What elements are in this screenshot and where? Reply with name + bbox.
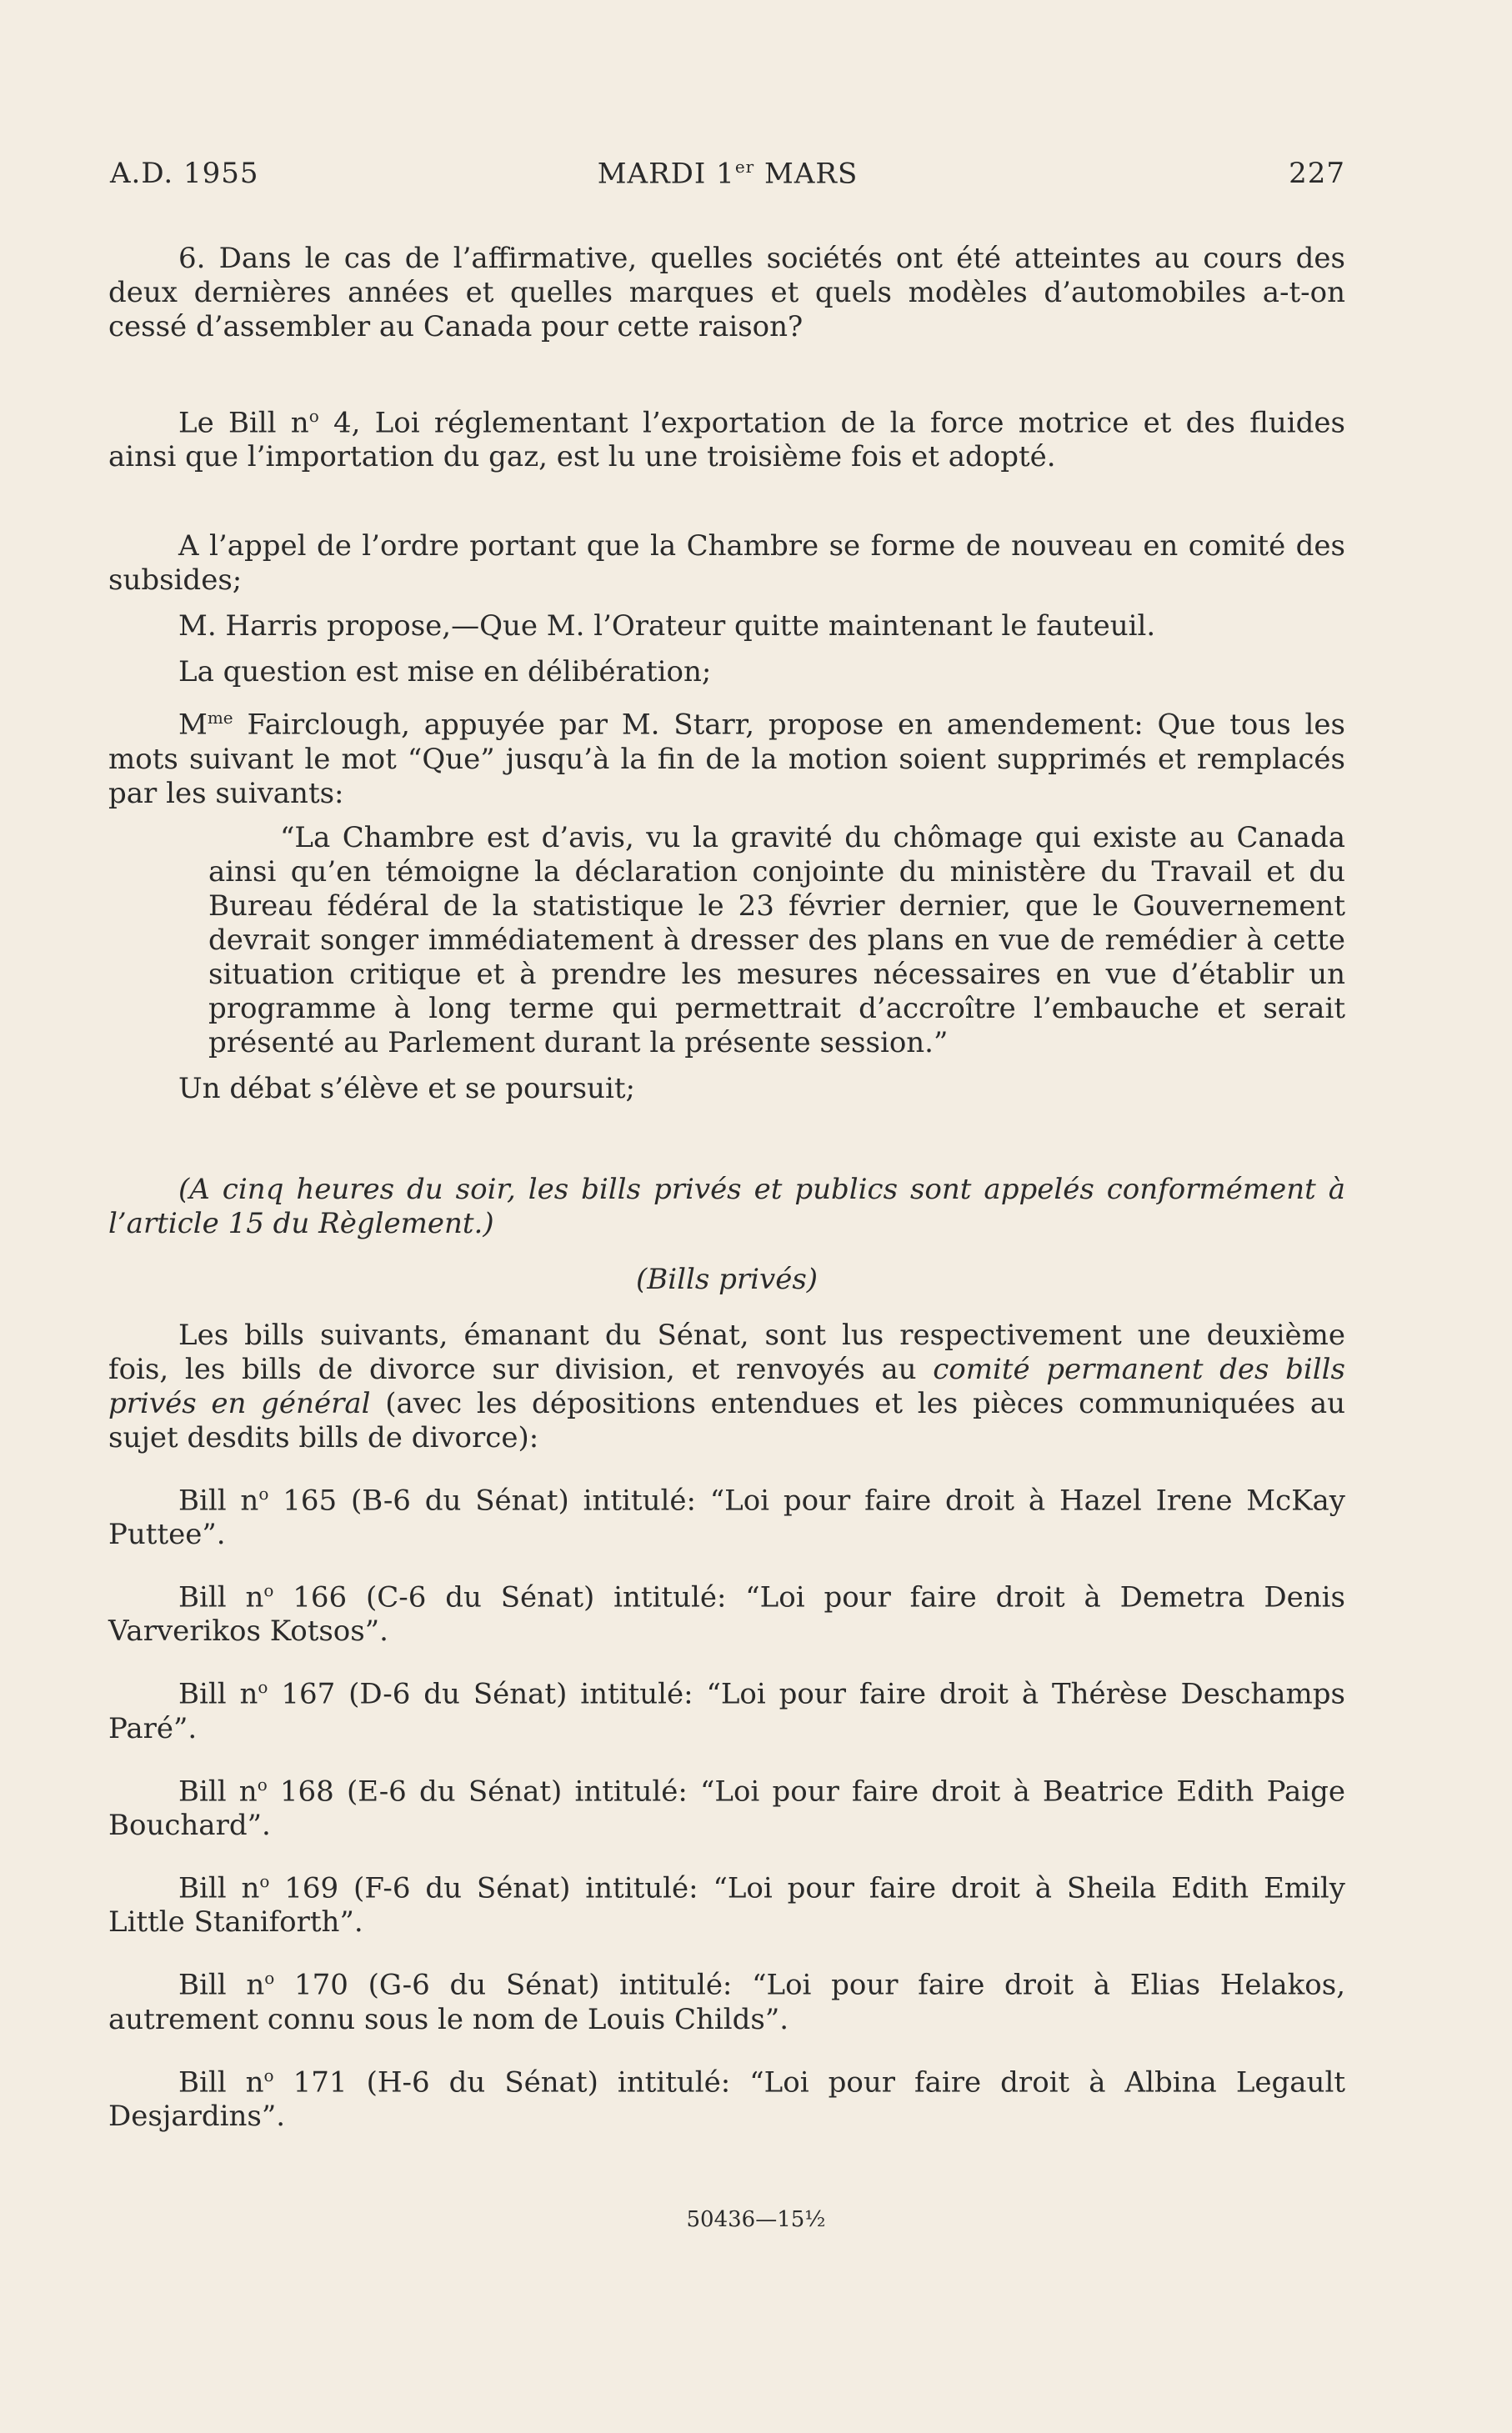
bill-sup: o [263, 2065, 274, 2085]
bill-sup: o [258, 1483, 269, 1504]
fairclough-amendment [108, 701, 1345, 810]
bill-entry [108, 1670, 1345, 1745]
bill-sup: o [258, 1677, 268, 1698]
bill-prefix: Bill n [178, 1580, 264, 1614]
committee-name: comité permanent des bills privés en général [108, 1352, 1345, 1420]
harris-motion: M. Harris propose,—Que M. l’Orateur quitte maintenant le fauteuil. [178, 609, 1156, 643]
bill-entry [108, 1477, 1345, 1552]
bill-4-pre: Le Bill n [178, 406, 309, 440]
bill-entry [108, 2059, 1345, 2134]
header-date-month: MARS [754, 157, 859, 191]
private-bills-heading: (Bills privés) [635, 1262, 819, 1296]
bill-sup: o [259, 1870, 270, 1891]
bill-sup: o [263, 1579, 274, 1600]
question-6: 6. Dans le cas de l’affirmative, quelles sociétés ont été atteintes au cours des deux dernières années et quelles marques et quels modèles d’automobiles a-t-on cessé d’assembler au Canada pour cette raison? [108, 242, 1345, 343]
printer-signature: 50436—15½ [686, 2207, 826, 2232]
senate-bills-intro-c: (avec les dépositions entendues et les pièces communiquées au sujet desdits bills de divorce): [108, 1386, 1346, 1454]
amendment-quote: “La Chambre est d’avis, vu la gravité du chômage qui existe au Canada ainsi qu’en témoigne la déclaration conjointe du ministère du Travail et du Bureau fédéral de la statistique le 23 février dernier, que le Gouvernement devrait songer immédiatement à dresser des plans en vue de remédier à cette situation critique et à prendre les mesures nécessaires en vue d’établir un programme à long terme qui permettrait d’accroître l’embauche et serait présenté au Parlement durant la présente session.” [208, 820, 1345, 1059]
header-date [110, 157, 1345, 190]
bill-entry [108, 1574, 1345, 1649]
bill-sup: o [264, 1968, 275, 1989]
bill-entry [108, 1865, 1345, 1940]
bill-prefix: Bill n [178, 1483, 259, 1517]
bill-text: 166 (C-6 du Sénat) intitulé: “Loi pour faire droit à Demetra Denis Varverikos Kotsos”. [108, 1580, 1346, 1649]
senate-bills-intro-a: Les bills suivants, émanant du Sénat, sont lus respectivement une deuxième fois, les bills de divorce sur division, et renvoyés au [108, 1318, 1345, 1386]
running-header [110, 157, 1345, 198]
order-call-paragraph: A l’appel de l’ordre portant que la Chambre se forme de nouveau en comité des subsides; [108, 529, 1345, 598]
bill-text: 171 (H-6 du Sénat) intitulé: “Loi pour faire droit à Albina Legault Desjardins”. [108, 2065, 1345, 2133]
bill-4-paragraph [108, 399, 1345, 474]
bill-prefix: Bill n [178, 2065, 264, 2099]
bill-entry [108, 1961, 1345, 2036]
question-put: La question est mise en délibération; [178, 655, 712, 689]
bill-sup: o [257, 1774, 268, 1795]
fairclough-sup: me [207, 708, 233, 728]
bill-text: 170 (G-6 du Sénat) intitulé: “Loi pour faire droit à Elias Helakos, autrement connu sous le nom de Louis Childs”. [108, 1968, 1345, 2036]
bill-entry [108, 1768, 1345, 1843]
header-date-day: MARDI 1 [597, 157, 735, 191]
bill-4-post: 4, Loi réglementant l’exportation de la force motrice et des fluides ainsi que l’importation du gaz, est lu une troisième fois et adopté. [108, 406, 1345, 474]
bill-4-sup: o [308, 406, 319, 426]
bill-text: 169 (F-6 du Sénat) intitulé: “Loi pour faire droit à Sheila Edith Emily Little Staniforth”. [108, 1871, 1345, 1940]
bill-text: 167 (D-6 du Sénat) intitulé: “Loi pour faire droit à Thérèse Deschamps Paré”. [108, 1677, 1346, 1745]
bill-prefix: Bill n [178, 1871, 260, 1905]
bill-text: 168 (E-6 du Sénat) intitulé: “Loi pour faire droit à Beatrice Edith Paige Bouchard”. [108, 1774, 1345, 1842]
bill-prefix: Bill n [178, 1677, 258, 1711]
fairclough-post: Fairclough, appuyée par M. Starr, propose en amendement: Que tous les mots suivant le mot “Que” jusqu’à la fin de la motion soient supprimés et remplacés par les suivants: [108, 708, 1345, 810]
body-text [108, 242, 1345, 2134]
bill-text: 165 (B-6 du Sénat) intitulé: “Loi pour faire droit à Hazel Irene McKay Puttee”. [108, 1483, 1346, 1551]
header-year: A.D. 1955 [110, 157, 259, 190]
five-oclock-note: (A cinq heures du soir, les bills privés et publics sont appelés conformément à l’article 15 du Règlement.) [108, 1172, 1345, 1240]
debate-paragraph: Un débat s’élève et se poursuit; [178, 1071, 635, 1105]
header-date-sup: er [734, 157, 755, 177]
senate-bills-intro [108, 1319, 1345, 1455]
fairclough-pre: M [178, 708, 208, 742]
bill-prefix: Bill n [178, 1968, 265, 2002]
bill-prefix: Bill n [178, 1774, 258, 1808]
page-number: 227 [1289, 157, 1345, 190]
